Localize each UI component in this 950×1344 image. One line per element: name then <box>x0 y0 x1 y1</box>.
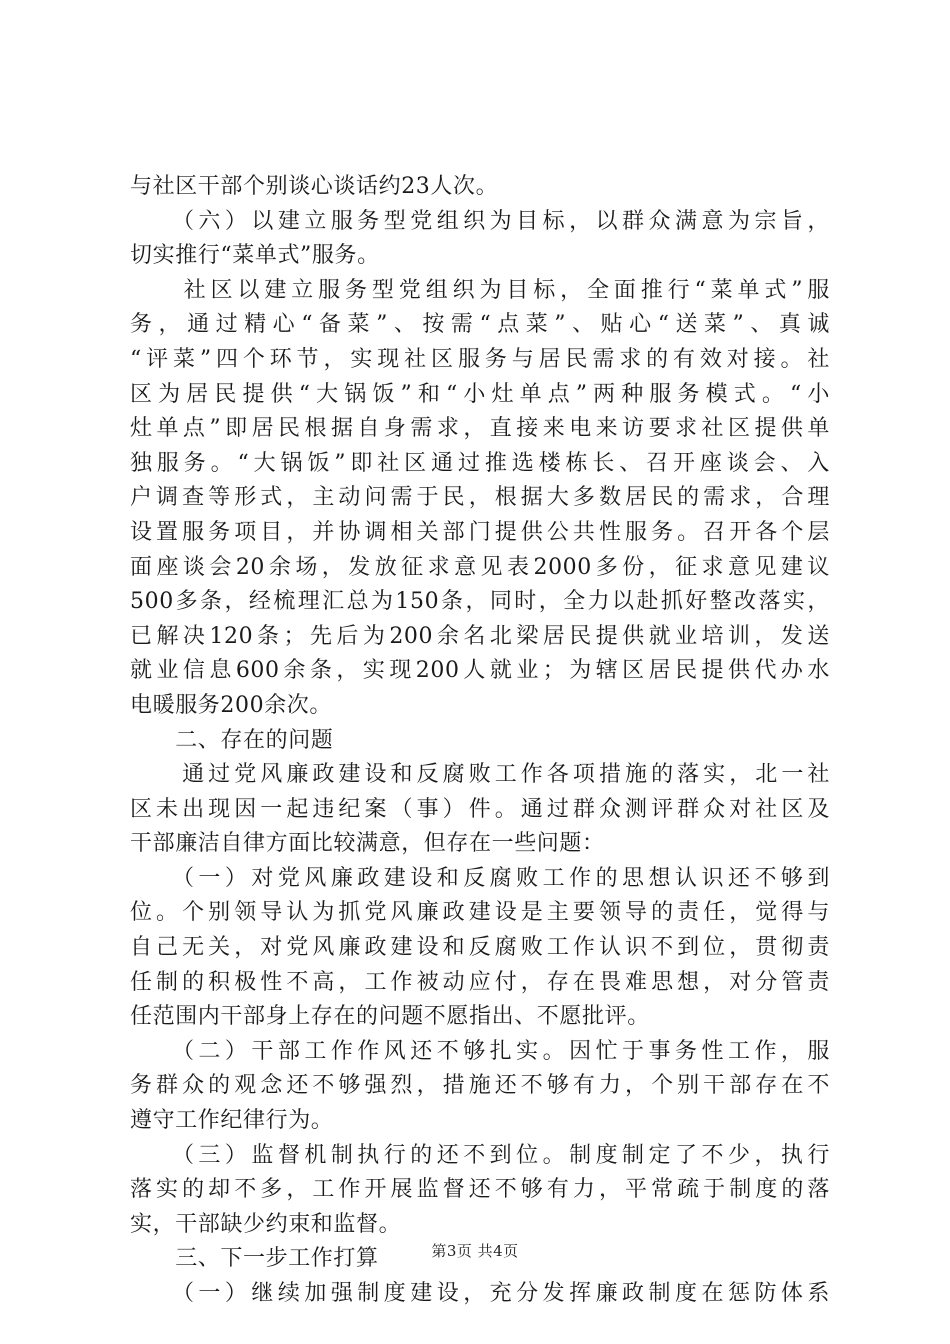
text-line: 灶单点”即居民根据自身需求，直接来电来访要求社区提供单 <box>130 416 830 442</box>
text-line: 面座谈会20余场，发放征求意见表2000多份，征求意见建议 <box>130 554 830 580</box>
text-line: （一）继续加强制度建设，充分发挥廉政制度在惩防体系 <box>130 1281 830 1306</box>
text-line: 落实的却不多，工作开展监督还不够有力，平常疏于制度的落 <box>130 1177 830 1203</box>
text-line: 户调查等形式，主动问需于民，根据大多数居民的需求，合理 <box>130 485 830 511</box>
text-line: 社区以建立服务型党组织为目标，全面推行“菜单式”服 <box>130 277 830 303</box>
text-line: 实，干部缺少约束和监督。 <box>130 1211 402 1237</box>
text-line: 自己无关，对党风廉政建设和反腐败工作认识不到位，贯彻责 <box>130 935 830 961</box>
text-line: 位。个别领导认为抓党风廉政建设是主要领导的责任，觉得与 <box>130 900 830 926</box>
text-line: 独服务。“大锅饭”即社区通过推选楼栋长、召开座谈会、入 <box>130 450 830 476</box>
text-line: 500多条，经梳理汇总为150条，同时，全力以赴抓好整改落实， <box>130 589 830 615</box>
text-line: 已解决120条；先后为200余名北梁居民提供就业培训，发送 <box>130 623 830 649</box>
text-line: （六）以建立服务型党组织为目标，以群众满意为宗旨， <box>130 208 830 234</box>
text-line: 区未出现因一起违纪案（事）件。通过群众测评群众对社区及 <box>130 796 830 822</box>
text-line: 电暖服务200余次。 <box>130 692 332 718</box>
text-line: 设置服务项目，并协调相关部门提供公共性服务。召开各个层 <box>130 519 830 545</box>
text-line: 与社区干部个别谈心谈话约23人次。 <box>130 174 499 199</box>
document-body <box>130 170 830 1312</box>
section-heading: 三、下一步工作打算 <box>130 1246 379 1272</box>
text-line: 任制的积极性不高，工作被动应付，存在畏难思想，对分管责 <box>130 969 830 995</box>
text-line: 区为居民提供“大锅饭”和“小灶单点”两种服务模式。“小 <box>130 381 830 407</box>
text-line: 通过党风廉政建设和反腐败工作各项措施的落实，北一社 <box>130 762 830 788</box>
page-number-footer: 第3页 共4页 <box>431 1242 519 1260</box>
text-line: （二）干部工作作风还不够扎实。因忙于事务性工作，服 <box>130 1038 830 1064</box>
text-line: （一）对党风廉政建设和反腐败工作的思想认识还不够到 <box>130 865 830 891</box>
text-line: 任范围内干部身上存在的问题不愿指出、不愿批评。 <box>130 1004 650 1030</box>
text-line: “评菜”四个环节，实现社区服务与居民需求的有效对接。社 <box>130 346 830 372</box>
text-line: 务群众的观念还不够强烈，措施还不够有力，个别干部存在不 <box>130 1073 830 1099</box>
text-line: 切实推行“菜单式”服务。 <box>130 243 380 269</box>
section-heading: 二、存在的问题 <box>130 727 334 753</box>
text-line: 就业信息600余条，实现200人就业；为辖区居民提供代办水 <box>130 658 830 684</box>
text-line: 务，通过精心“备菜”、按需“点菜”、贴心“送菜”、真诚 <box>130 312 830 338</box>
text-line: （三）监督机制执行的还不到位。制度制定了不少，执行 <box>130 1142 830 1168</box>
text-line: 干部廉洁自律方面比较满意，但存在一些问题： <box>130 831 605 857</box>
text-line: 遵守工作纪律行为。 <box>130 1108 334 1134</box>
